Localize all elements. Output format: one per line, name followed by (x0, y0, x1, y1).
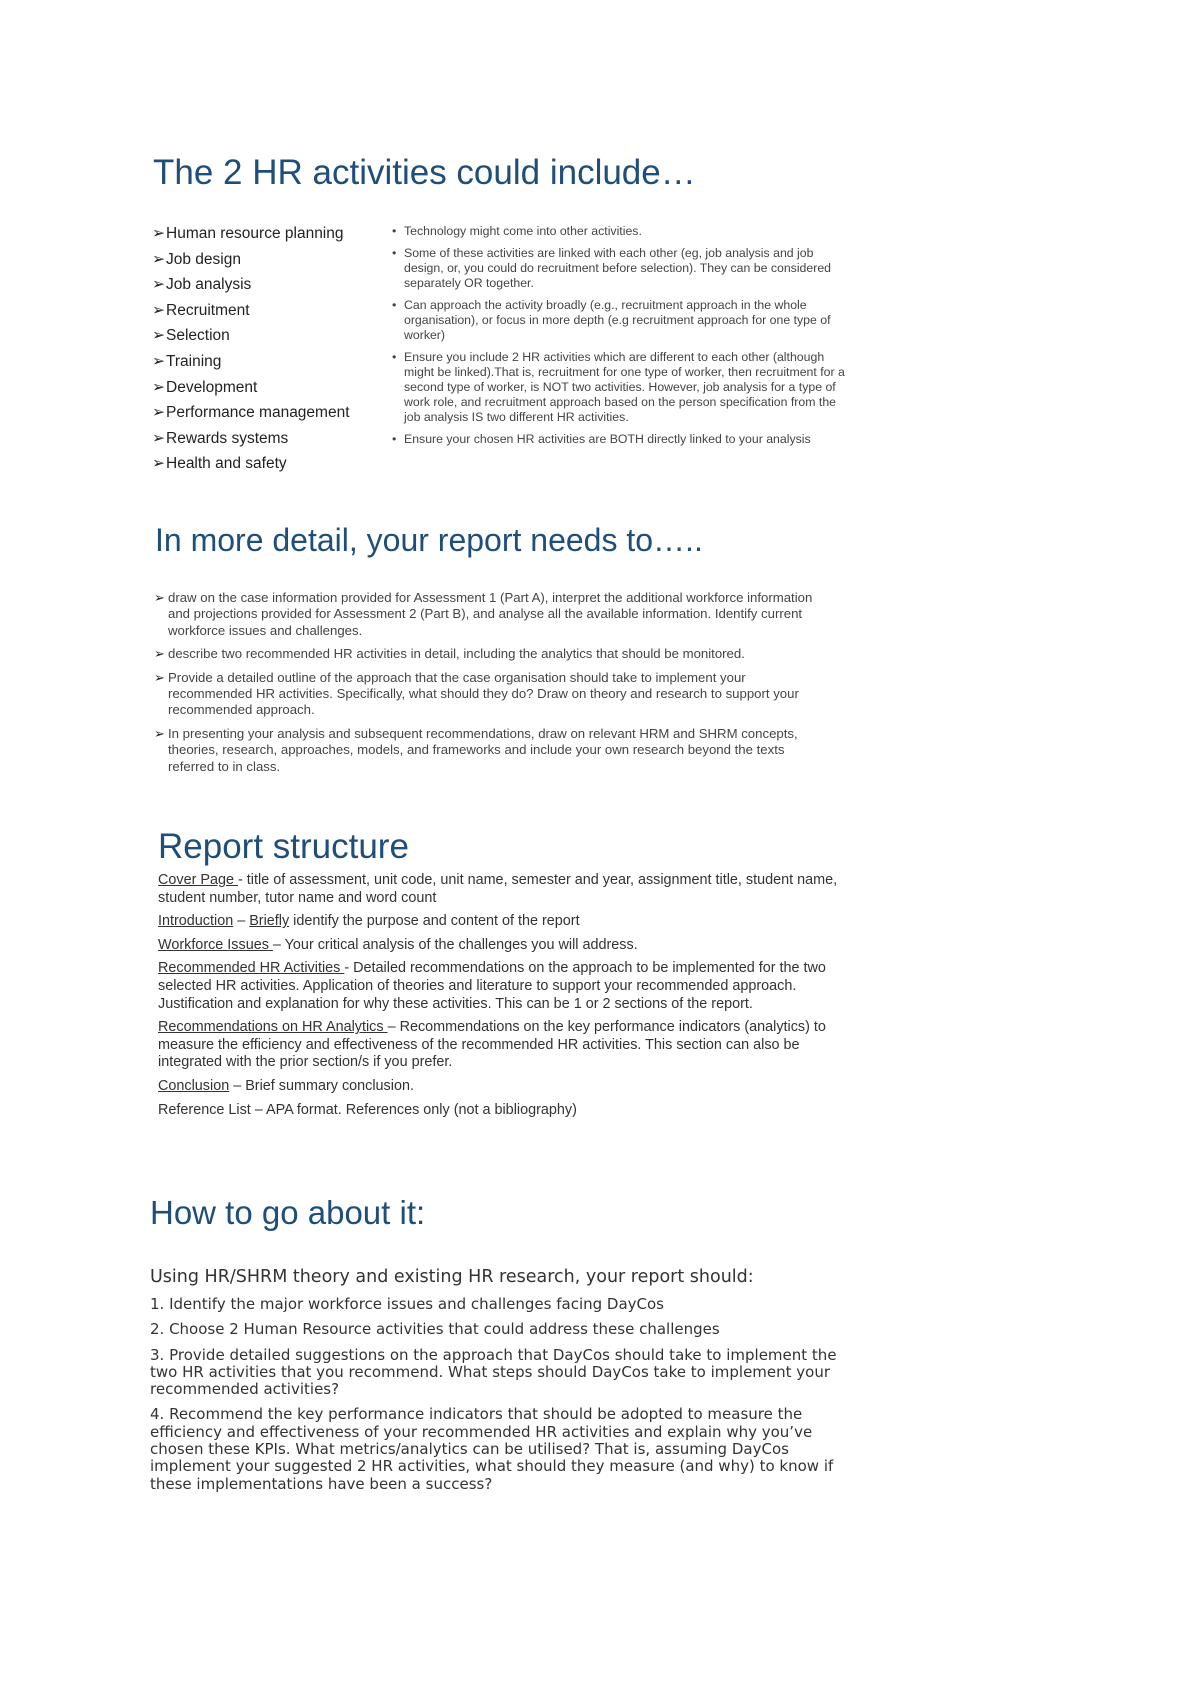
how-to-steps (150, 1267, 860, 1501)
activity-notes-list (392, 224, 852, 454)
heading-report-structure: Report structure (158, 827, 409, 866)
list-item: ➢Selection (152, 324, 350, 350)
heading-hr-activities: The 2 HR activities could include… (153, 153, 696, 192)
arrow-bullet-icon: ➢ (154, 590, 166, 605)
arrow-bullet-icon: ➢ (152, 429, 165, 447)
structure-item-conclusion: Conclusion – Brief summary conclusion. (158, 1077, 414, 1094)
list-item: • Ensure your chosen HR activities are BOTH directly linked to your analysis (392, 432, 811, 446)
report-needs-list (154, 590, 814, 782)
bullet-icon: • (392, 350, 397, 364)
bullet-icon: • (392, 246, 397, 260)
list-item: • Technology might come into other activities. (392, 224, 642, 238)
hr-activity-list (152, 222, 350, 478)
list-item: • Some of these activities are linked with each other (eg, job analysis and job design, or, you could do recruitment before selection). They can be considered separately OR together. (392, 246, 831, 290)
arrow-bullet-icon: ➢ (154, 669, 166, 685)
list-item: • Can approach the activity broadly (e.g., recruitment approach in the whole organisation), or focus in more depth (e.g recruitment approach for one type of worker) (392, 298, 831, 342)
bullet-icon: • (392, 224, 397, 238)
list-item: ➢ describe two recommended HR activities in detail, including the analytics that should be monitored. (154, 646, 745, 662)
structure-item-introduction: Introduction – Briefly identify the purpose and content of the report (158, 913, 580, 930)
step-item: 1. Identify the major workforce issues and challenges facing DayCos (150, 1295, 664, 1313)
list-item: ➢Recruitment (152, 299, 350, 325)
arrow-bullet-icon: ➢ (152, 327, 165, 345)
step-item: 3. Provide detailed suggestions on the approach that DayCos should take to implement the two HR activities that you recommend. What steps should DayCos take to implement your recommended activities? (150, 1345, 837, 1399)
arrow-bullet-icon: ➢ (152, 455, 165, 473)
structure-item-cover-page: Cover Page - title of assessment, unit code, unit name, semester and year, assignment title, student name, student number, tutor name and word count (158, 872, 838, 906)
report-structure-list (158, 872, 858, 1125)
arrow-bullet-icon: ➢ (152, 352, 165, 370)
bullet-icon: • (392, 432, 397, 446)
structure-item-recommended-hr-activities: Recommended HR Activities - Detailed recommendations on the approach to be implemented for the two selected HR activities. Application of theories and literature to support your recommended approach. Justification and explanation for why these activities. This can be 1 or 2 sections of the report. (158, 960, 826, 1012)
list-item: • Ensure you include 2 HR activities which are different to each other (although might be linked).That is, recruitment for one type of worker, then recruitment for a second type of worker, is NOT two activities. However, job analysis for a type of work role, and recruitment approach based on the person specification from the job analysis IS two different HR activities. (392, 350, 845, 424)
arrow-bullet-icon: ➢ (152, 250, 165, 268)
arrow-bullet-icon: ➢ (154, 646, 166, 662)
heading-how-to: How to go about it: (150, 1194, 426, 1231)
arrow-bullet-icon: ➢ (152, 404, 165, 422)
list-item: ➢Training (152, 350, 350, 376)
list-item: ➢ draw on the case information provided for Assessment 1 (Part A), interpret the additional workforce information and projections provided for Assessment 2 (Part B), and analyse all the available information. Identify current workforce issues and challenges. (154, 590, 813, 638)
list-item: ➢Development (152, 376, 350, 402)
arrow-bullet-icon: ➢ (152, 225, 165, 242)
list-item: ➢Human resource planning (152, 222, 350, 248)
list-item: ➢Job design (152, 248, 350, 274)
bullet-icon: • (392, 298, 397, 312)
arrow-bullet-icon: ➢ (152, 378, 165, 396)
arrow-bullet-icon: ➢ (154, 725, 166, 741)
arrow-bullet-icon: ➢ (152, 276, 165, 294)
list-item: ➢ In presenting your analysis and subsequent recommendations, draw on relevant HRM and SHRM concepts, theories, research, approaches, models, and frameworks and include your own research beyond the texts referred to in class. (154, 725, 798, 774)
list-item: ➢Health and safety (152, 452, 350, 478)
list-item: ➢Rewards systems (152, 427, 350, 453)
how-to-lead: Using HR/SHRM theory and existing HR research, your report should: (150, 1267, 754, 1287)
list-item: ➢ Provide a detailed outline of the approach that the case organisation should take to implement your recommended HR activities. Specifically, what should they do? Draw on theory and research to support your recommended approach. (154, 669, 799, 718)
step-item: 4. Recommend the key performance indicators that should be adopted to measure the efficiency and effectiveness of your recommended HR activities and explain why you’ve chosen these KPIs. What metrics/analytics can be utilised? That is, assuming DayCos implement your suggested 2 HR activities, what should they measure (and why) to know if these implementations have been a success? (150, 1405, 834, 1493)
structure-item-reference-list: Reference List – APA format. References only (not a bibliography) (158, 1101, 577, 1118)
step-item: 2. Choose 2 Human Resource activities that could address these challenges (150, 1320, 720, 1339)
structure-item-hr-analytics: Recommendations on HR Analytics – Recommendations on the key performance indicators (analytics) to measure the efficiency and effectiveness of the recommended HR activities. This section can also be integrated with the prior section/s if you prefer. (158, 1019, 826, 1071)
list-item: ➢Job analysis (152, 273, 350, 299)
structure-item-workforce-issues: Workforce Issues – Your critical analysis of the challenges you will address. (158, 936, 638, 953)
arrow-bullet-icon: ➢ (152, 301, 165, 319)
list-item: ➢Performance management (152, 401, 350, 427)
heading-more-detail: In more detail, your report needs to….. (155, 522, 703, 558)
